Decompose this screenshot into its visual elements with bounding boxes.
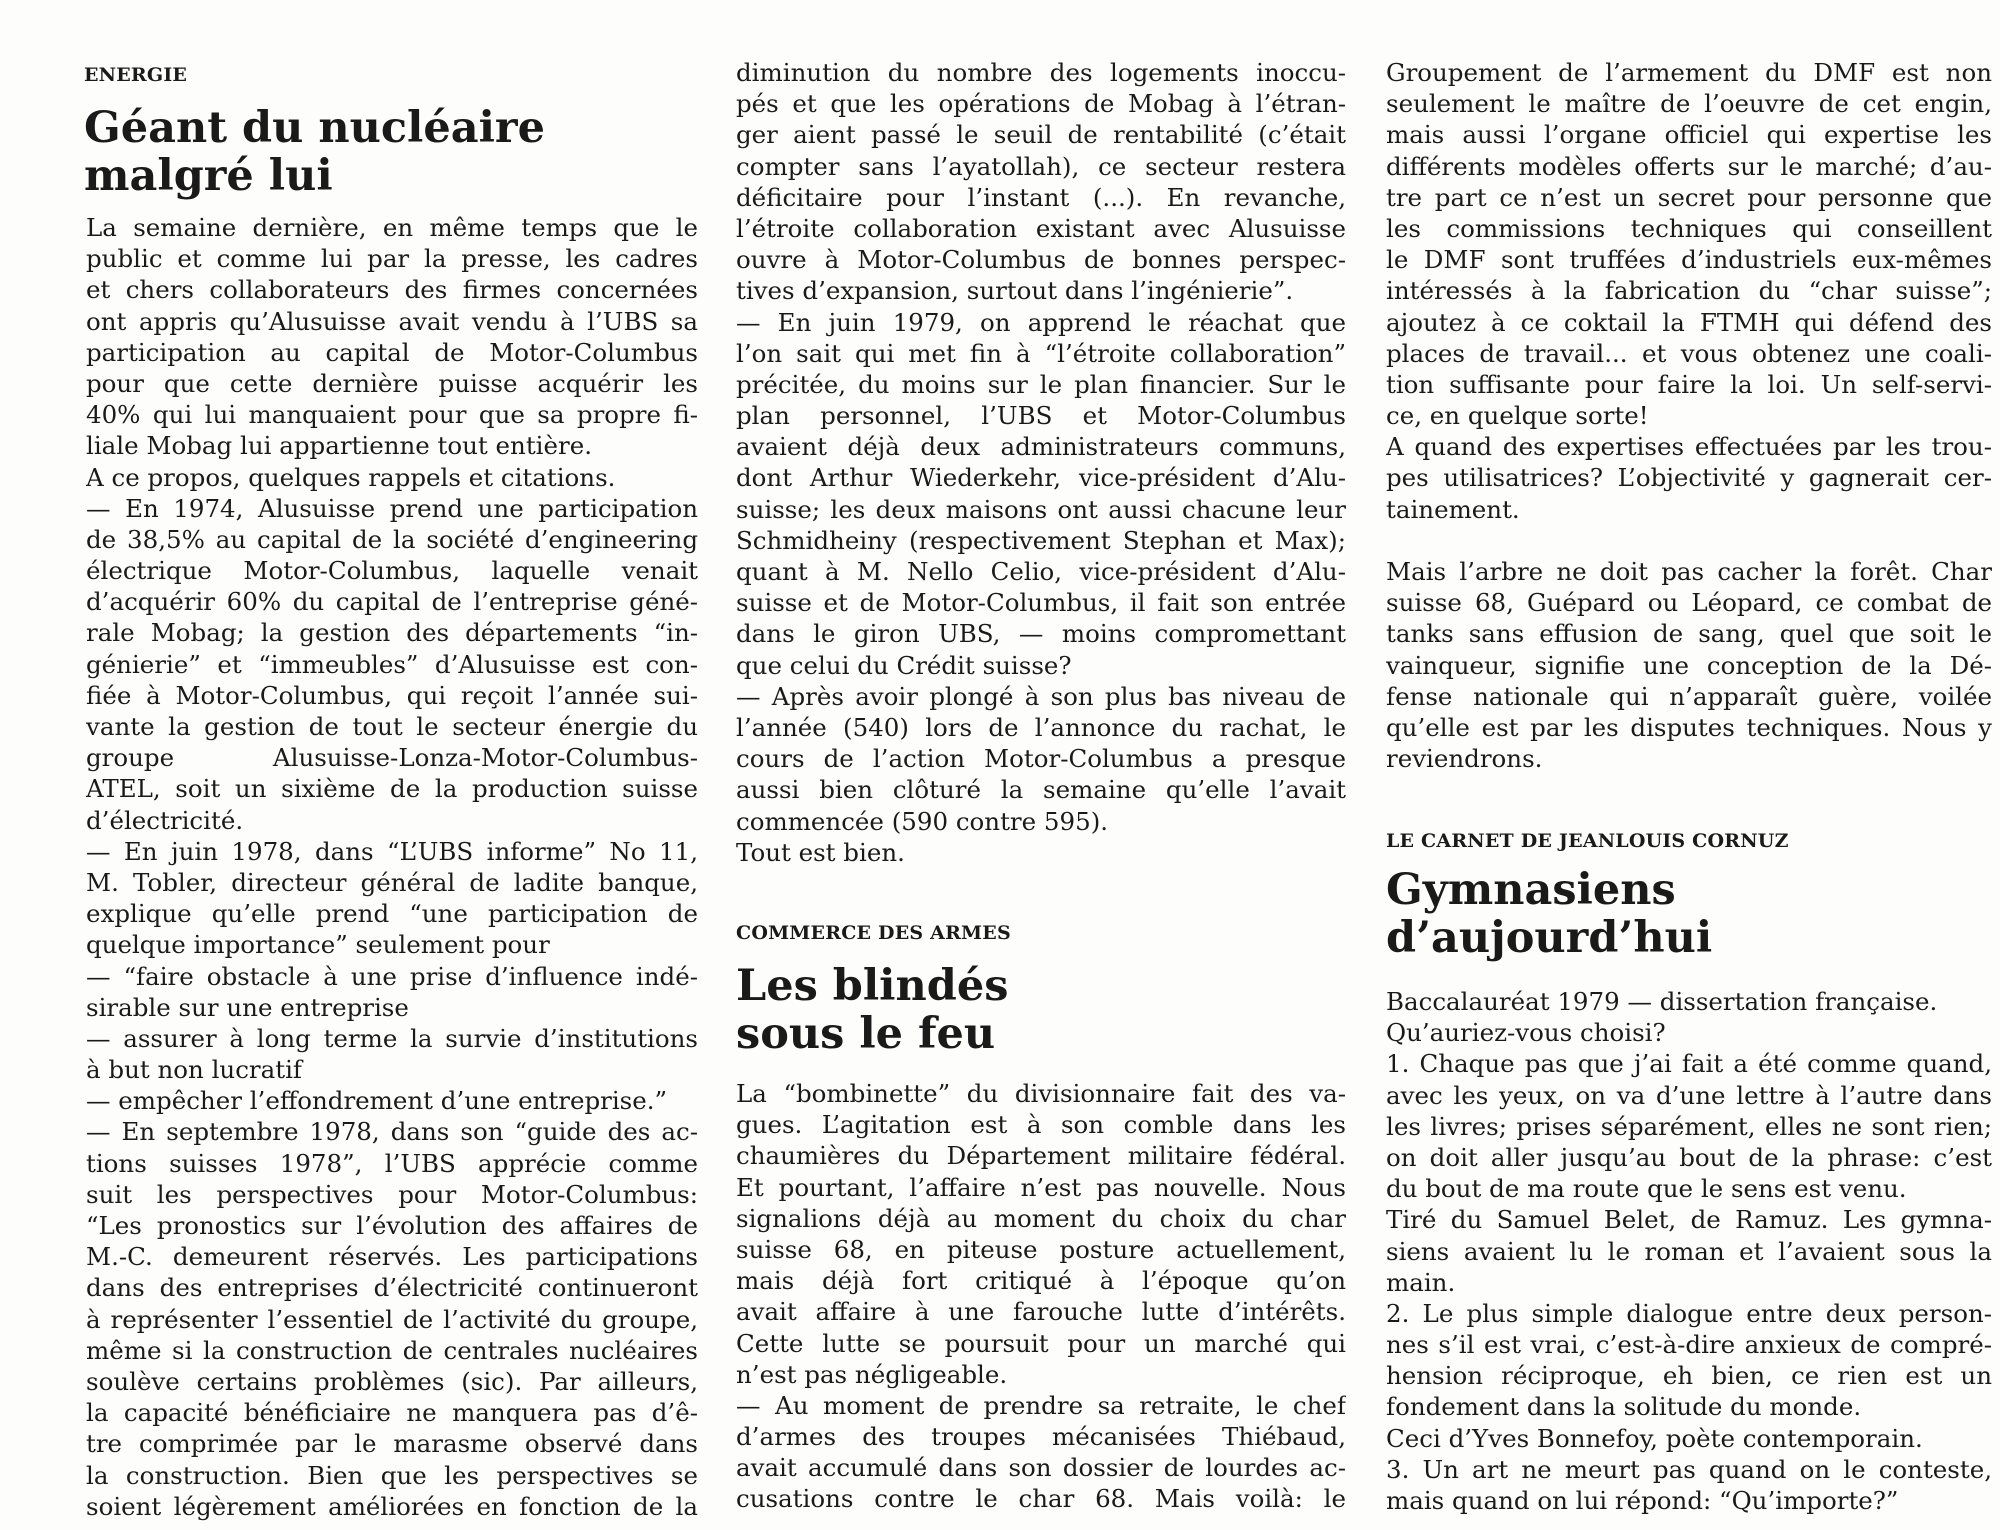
text-line: plan personnel, l’UBS et Motor-Columbus	[736, 401, 1346, 431]
text-line: Baccalauréat 1979 — dissertation française.	[1386, 987, 1938, 1016]
text-line: les livres; prises séparément, elles ne sont rien;	[1386, 1111, 1992, 1141]
text-line: nes s’il est vrai, c’est-à-dire anxieux de compré-	[1386, 1330, 1992, 1360]
text-line: diminution du nombre des logements inoccu-	[736, 58, 1346, 87]
text-line: La “bombinette” du divisionnaire fait des va-	[736, 1079, 1346, 1108]
text-line: — En 1974, Alusuisse prend une participation	[86, 493, 698, 523]
text-line: — Au moment de prendre sa retraite, le chef	[736, 1390, 1346, 1420]
text-line: vainqueur, signifie une conception de la Dé-	[1386, 650, 1992, 680]
text-line: pes utilisatrices? L’objectivité y gagnerait cer-	[1386, 463, 1992, 493]
article-body-gymnasiens	[1386, 986, 1992, 1516]
text-line: cours de l’action Motor-Columbus a presque	[736, 744, 1346, 774]
article-kicker-commerce: COMMERCE DES ARMES	[736, 922, 1011, 944]
text-line: tre comprimée par le marasme observé dans	[86, 1429, 698, 1459]
text-line: mais quand on lui répond: “Qu’importe?”	[1386, 1486, 1899, 1515]
article-headline-gymnasiens	[1386, 866, 1712, 962]
text-line: tre part ce n’est un secret pour personne que	[1386, 182, 1992, 212]
text-line: Schmidheiny (respectivement Stephan et Max);	[736, 525, 1346, 555]
article-body-geant-continued	[736, 57, 1346, 868]
text-line: 2. Le plus simple dialogue entre deux person-	[1386, 1298, 1992, 1328]
text-line: Tiré du Samuel Belet, de Ramuz. Les gymna-	[1386, 1205, 1992, 1235]
headline-line: Gymnasiens	[1386, 866, 1676, 914]
text-line: 40% qui lui manquaient pour que sa propre fi-	[86, 400, 698, 430]
text-line: fondement dans la solitude du monde.	[1386, 1392, 1862, 1422]
text-line: — En juin 1978, dans “L’UBS informe” No 11,	[86, 836, 698, 866]
text-line: places de travail... et vous obtenez une coali-	[1386, 338, 1992, 368]
article-body-geant	[86, 212, 698, 1522]
text-line: suisse; les deux maisons ont aussi chacune leur	[736, 494, 1346, 524]
text-line: Cette lutte se poursuit pour un marché qui	[736, 1328, 1346, 1358]
text-line: avait affaire à une farouche lutte d’intérêts.	[736, 1297, 1346, 1327]
text-line: dont Arthur Wiederkehr, vice-président d’Alu-	[736, 463, 1346, 493]
text-line: dans des entreprises d’électricité continueront	[86, 1273, 698, 1303]
text-line: on doit aller jusqu’au bout de la phrase: c’est	[1386, 1142, 1992, 1172]
text-line: compter sans l’ayatollah), ce secteur restera	[736, 151, 1346, 181]
text-line: avait accumulé dans son dossier de lourdes ac-	[736, 1453, 1346, 1483]
text-line: à représenter l’essentiel de l’activité du groupe,	[86, 1304, 698, 1334]
headline-line: malgré lui	[84, 152, 333, 200]
text-line: Qu’auriez-vous choisi?	[1386, 1018, 1666, 1048]
text-line: différents modèles offerts sur le marché; d’au-	[1386, 151, 1992, 181]
text-line: avec les yeux, on va d’une lettre à l’autre dans	[1386, 1080, 1992, 1110]
text-line: d’électricité.	[86, 805, 244, 835]
text-line: d’acquérir 60% du capital de l’entreprise géné-	[86, 587, 698, 617]
text-line: tainement.	[1386, 494, 1520, 524]
article-kicker-carnet: LE CARNET DE JEANLOUIS CORNUZ	[1386, 830, 1789, 852]
text-line: quelque importance” seulement pour	[86, 930, 550, 960]
text-line: d’armes des troupes mécanisées Thiébaud,	[736, 1422, 1346, 1452]
text-line: génierie” et “immeubles” d’Alusuisse est con-	[86, 649, 698, 679]
text-line: Ceci d’Yves Bonnefoy, poète contemporain.	[1386, 1423, 1923, 1453]
text-line: Groupement de l’armement du DMF est non	[1386, 58, 1992, 87]
text-line: intéressés à la fabrication du “char suisse”;	[1386, 276, 1992, 306]
text-line: ont appris qu’Alusuisse avait vendu à l’UBS sa	[86, 306, 698, 336]
text-line: fiée à Motor-Columbus, qui reçoit l’année sui-	[86, 680, 698, 710]
text-line: suisse 68, en piteuse posture actuellement,	[736, 1234, 1346, 1264]
text-line: signalions déjà au moment du choix du char	[736, 1203, 1346, 1233]
text-line: suisse et de Motor-Columbus, il fait son entrée	[736, 588, 1346, 618]
text-line: A ce propos, quelques rappels et citations.	[86, 462, 616, 492]
text-line: chaumières du Département militaire fédéral.	[736, 1141, 1346, 1171]
text-line: explique qu’elle prend “une participation de	[86, 899, 698, 929]
text-line: “Les pronostics sur l’évolution des affaires de	[86, 1211, 698, 1240]
text-line: commencée (590 contre 595).	[736, 806, 1109, 836]
text-line: main.	[1386, 1267, 1456, 1297]
headline-line: d’aujourd’hui	[1386, 914, 1713, 962]
article-body-blindes	[736, 1078, 1346, 1515]
text-line: liale Mobag lui appartienne tout entière.	[86, 431, 593, 461]
text-line: vante la gestion de tout le secteur énergie du	[86, 712, 698, 741]
article-headline-blindes	[736, 962, 1008, 1058]
text-line: La semaine dernière, en même temps que le	[86, 213, 698, 242]
text-line: tives d’expansion, surtout dans l’ingénierie”.	[736, 276, 1294, 306]
text-line: cusations contre le char 68. Mais voilà: le	[736, 1484, 1346, 1514]
text-line: groupe Alusuisse-Lonza-Motor-Columbus-	[86, 743, 698, 773]
text-line: électrique Motor-Columbus, laquelle venait	[86, 556, 698, 586]
text-line: seulement le maître de l’oeuvre de cet engin,	[1386, 89, 1992, 119]
text-line: reviendrons.	[1386, 744, 1543, 774]
headline-line: sous le feu	[736, 1010, 996, 1058]
article-headline-geant	[84, 104, 545, 200]
text-line: rale Mobag; la gestion des départements “in-	[86, 618, 698, 648]
text-line: les commissions techniques qui conseillent	[1386, 213, 1992, 243]
text-line: public et comme lui par la presse, les cadres	[86, 244, 698, 274]
text-line: même si la construction de centrales nucléaires	[86, 1335, 698, 1365]
text-line: l’année (540) lors de l’annonce du rachat, le	[736, 712, 1346, 742]
text-line: aussi bien clôturé la semaine qu’elle l’avait	[736, 775, 1346, 805]
text-line: fense nationale qui n’apparaît guère, voilée	[1386, 681, 1992, 711]
text-line: précitée, du moins sur le plan financier. Sur le	[736, 369, 1346, 399]
text-line: mais déjà fort critiqué à l’époque qu’on	[736, 1266, 1346, 1296]
text-line: du bout de ma route que le sens est venu.	[1386, 1174, 1907, 1204]
text-line: que celui du Crédit suisse?	[736, 650, 1072, 680]
text-line: siens avaient lu le roman et l’avaient sous la	[1386, 1236, 1992, 1266]
text-line: soient légèrement améliorées en fonction de la	[86, 1491, 698, 1521]
text-line: mais aussi l’organe officiel qui expertise les	[1386, 120, 1992, 150]
text-line: quant à M. Nello Celio, vice-président d’Alu-	[736, 557, 1346, 586]
text-line	[1386, 525, 1992, 556]
text-line: pés et que les opérations de Mobag à l’étran-	[736, 89, 1346, 119]
text-line: tion suffisante pour faire la loi. Un self-servi-	[1386, 369, 1992, 399]
text-line: l’on sait qui met fin à “l’étroite collaboration”	[736, 338, 1346, 368]
article-body-blindes-continued	[1386, 57, 1992, 774]
text-line: tanks sans effusion de sang, quel que soit le	[1386, 619, 1992, 649]
text-line: dans le giron UBS, — moins compromettant	[736, 619, 1346, 649]
text-line: — En septembre 1978, dans son “guide des ac-	[86, 1117, 698, 1147]
text-line: ger aient passé le seuil de rentabilité (c’était	[736, 120, 1346, 150]
text-line: la capacité bénéficiaire ne manquera pas d’ê-	[86, 1398, 698, 1428]
text-line: et chers collaborateurs des firmes concernées	[86, 275, 698, 305]
text-line: pour que cette dernière puisse acquérir les	[86, 368, 698, 398]
text-line: M.-C. demeurent réservés. Les participations	[86, 1242, 698, 1272]
text-line: ATEL, soit un sixième de la production suisse	[86, 774, 698, 804]
text-line: avaient déjà deux administrateurs communs,	[736, 432, 1346, 462]
text-line: Mais l’arbre ne doit pas cacher la forêt. Char	[1386, 557, 1992, 586]
headline-line: Géant du nucléaire	[84, 104, 545, 152]
text-line: 1. Chaque pas que j’ai fait a été comme quand,	[1386, 1049, 1992, 1079]
text-line: l’étroite collaboration existant avec Alusuisse	[736, 213, 1346, 243]
text-line: Tout est bien.	[736, 837, 905, 867]
text-line: déficitaire pour l’instant (...). En revanche,	[736, 182, 1346, 212]
text-line: gues. L’agitation est à son comble dans les	[736, 1110, 1346, 1140]
text-line: — En juin 1979, on apprend le réachat que	[736, 307, 1346, 337]
text-line: — “faire obstacle à une prise d’influence indé-	[86, 961, 698, 991]
headline-line: Les blindés	[736, 962, 1009, 1010]
text-line: 3. Un art ne meurt pas quand on le conteste,	[1386, 1454, 1992, 1484]
text-line: ajoutez à ce coktail la FTMH qui défend des	[1386, 307, 1992, 337]
text-line: ouvre à Motor-Columbus de bonnes perspec-	[736, 245, 1346, 275]
text-line: soulève certains problèmes (sic). Par ailleurs,	[86, 1366, 698, 1396]
text-line: participation au capital de Motor-Columbus	[86, 337, 698, 367]
text-line: M. Tobler, directeur général de ladite banque,	[86, 867, 698, 897]
text-line: suisse 68, Guépard ou Léopard, ce combat de	[1386, 588, 1992, 618]
text-line: de 38,5% au capital de la société d’engineering	[86, 524, 698, 554]
text-line: — assurer à long terme la survie d’institutions	[86, 1023, 698, 1053]
text-line: n’est pas négligeable.	[736, 1359, 1008, 1389]
text-line: — Après avoir plongé à son plus bas niveau de	[736, 681, 1346, 711]
text-line: — empêcher l’effondrement d’une entreprise.”	[86, 1086, 668, 1116]
article-kicker-energie: ENERGIE	[84, 64, 188, 86]
text-line: ce, en quelque sorte!	[1386, 401, 1649, 431]
text-line: le DMF sont truffées d’industriels eux-mêmes	[1386, 245, 1992, 275]
text-line: hension réciproque, eh bien, ce rien est un	[1386, 1361, 1992, 1391]
text-line: tions suisses 1978”, l’UBS apprécie comme	[86, 1148, 698, 1178]
text-line: la construction. Bien que les perspectives se	[86, 1460, 698, 1490]
text-line: qu’elle est par les disputes techniques. Nous y	[1386, 712, 1992, 742]
text-line: sirable sur une entreprise	[86, 992, 409, 1022]
text-line: Et pourtant, l’affaire n’est pas nouvelle. Nous	[736, 1172, 1346, 1202]
text-line: suit les perspectives pour Motor-Columbus:	[86, 1179, 698, 1209]
text-line: à but non lucratif	[86, 1055, 302, 1085]
text-line: A quand des expertises effectuées par les trou-	[1386, 432, 1992, 462]
